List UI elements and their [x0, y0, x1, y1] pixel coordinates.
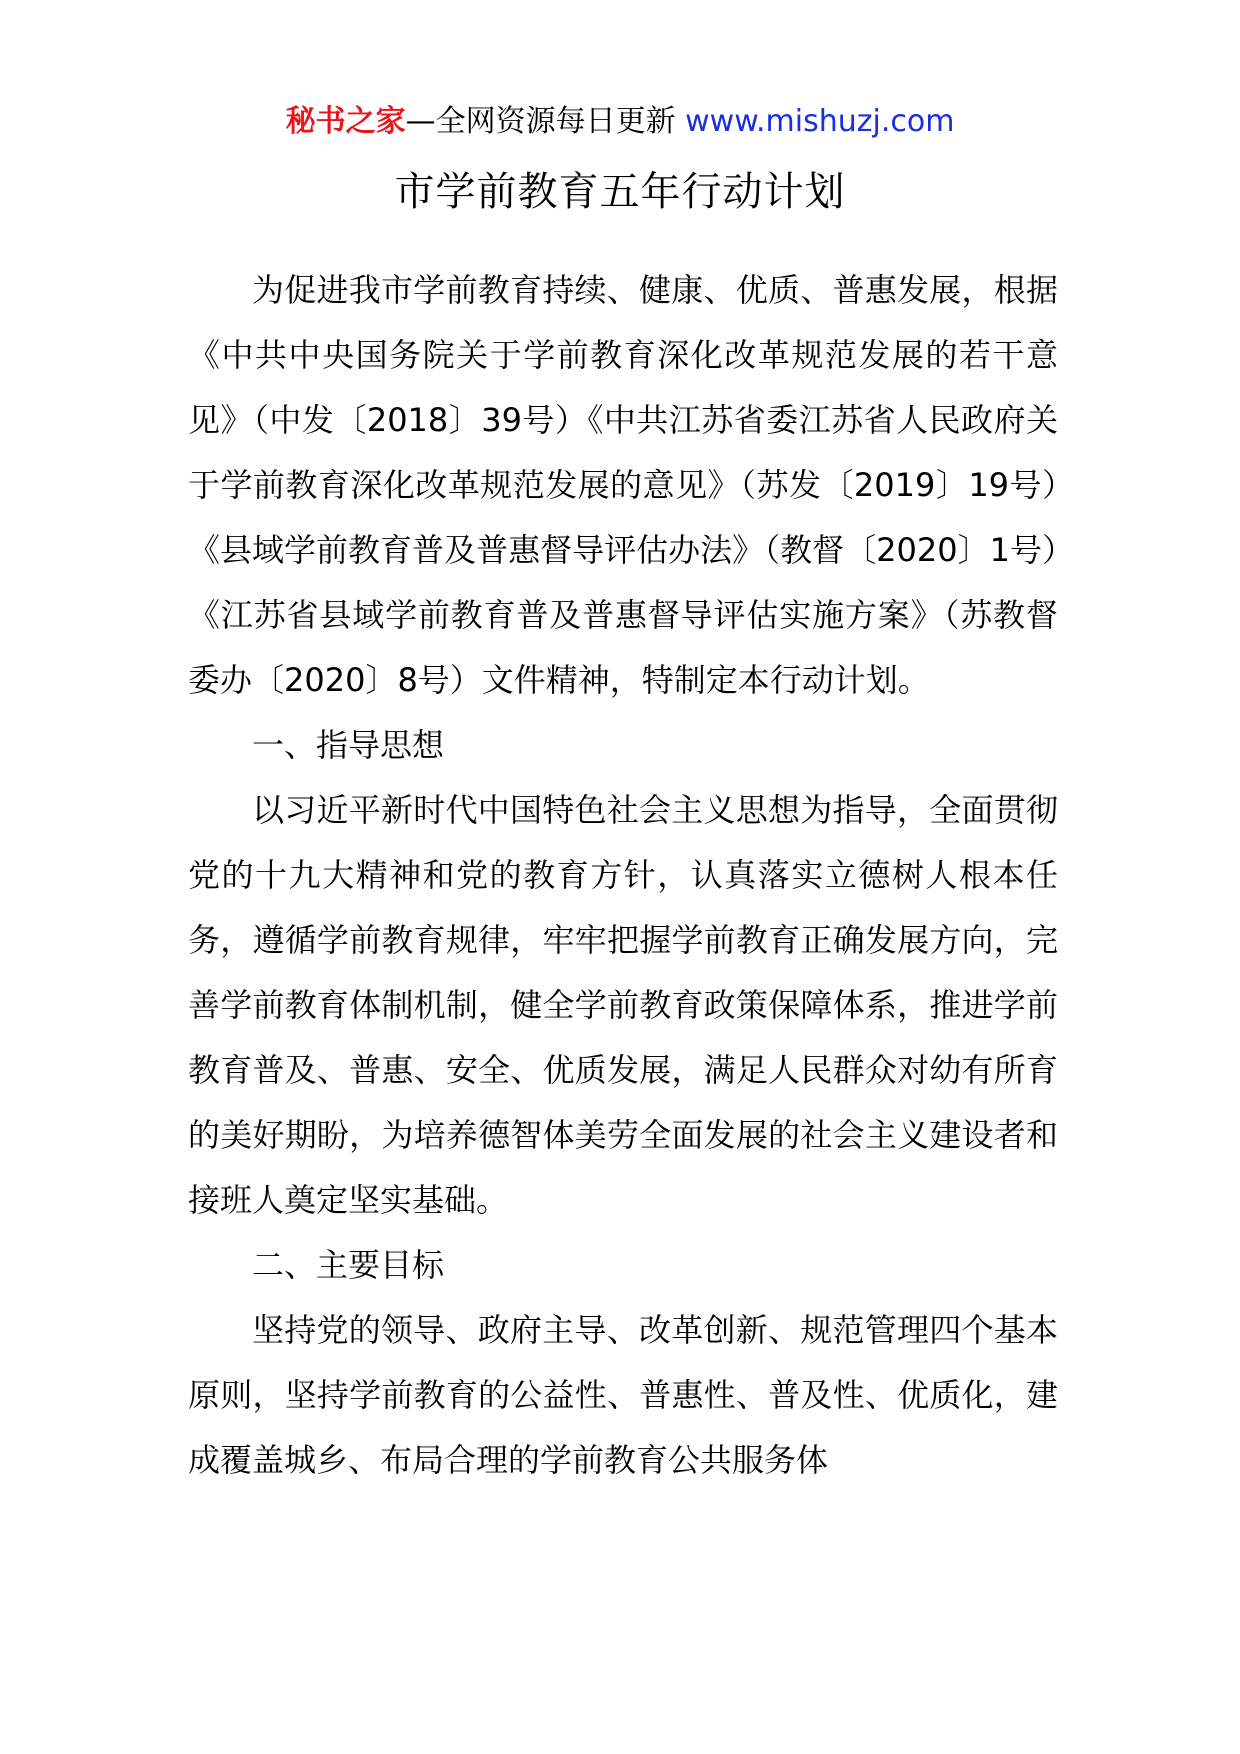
document-body — [188, 258, 1058, 1493]
intro-paragraph: 为促进我市学前教育持续、健康、优质、普惠发展，根据《中共中央国务院关于学前教育深化改革规范发展的若干意见》（中发〔2018〕39号）《中共江苏省委江苏省人民政府关于学前教育深化改革规范发展的意见》（苏发〔2019〕19号）《县域学前教育普及普惠督导评估办法》（教督〔2020〕1号）《江苏省县域学前教育普及普惠督导评估实施方案》（苏教督委办〔2020〕8号）文件精神，特制定本行动计划。 — [188, 271, 1058, 699]
header-tagline: —全网资源每日更新 — [405, 104, 686, 139]
site-url-link[interactable]: www.mishuzj.com — [685, 104, 955, 139]
document-title: 市学前教育五年行动计划 — [394, 169, 846, 215]
site-header — [0, 100, 1240, 144]
section-heading-main-goals: 二、主要目标 — [252, 1246, 445, 1284]
section-heading-guiding-ideology: 一、指导思想 — [252, 726, 445, 764]
main-goals-paragraph: 坚持党的领导、政府主导、改革创新、规范管理四个基本原则，坚持学前教育的公益性、普惠性、普及性、优质化，建成覆盖城乡、布局合理的学前教育公共服务体 — [188, 1311, 1058, 1479]
guiding-ideology-paragraph: 以习近平新时代中国特色社会主义思想为指导，全面贯彻党的十九大精神和党的教育方针，认真落实立德树人根本任务，遵循学前教育规律，牢牢把握学前教育正确发展方向，完善学前教育体制机制，健全学前教育政策保障体系，推进学前教育普及、普惠、安全、优质发展，满足人民群众对幼有所育的美好期盼，为培养德智体美劳全面发展的社会主义建设者和接班人奠定坚实基础。 — [188, 791, 1058, 1219]
brand-name: 秘书之家 — [285, 104, 406, 139]
